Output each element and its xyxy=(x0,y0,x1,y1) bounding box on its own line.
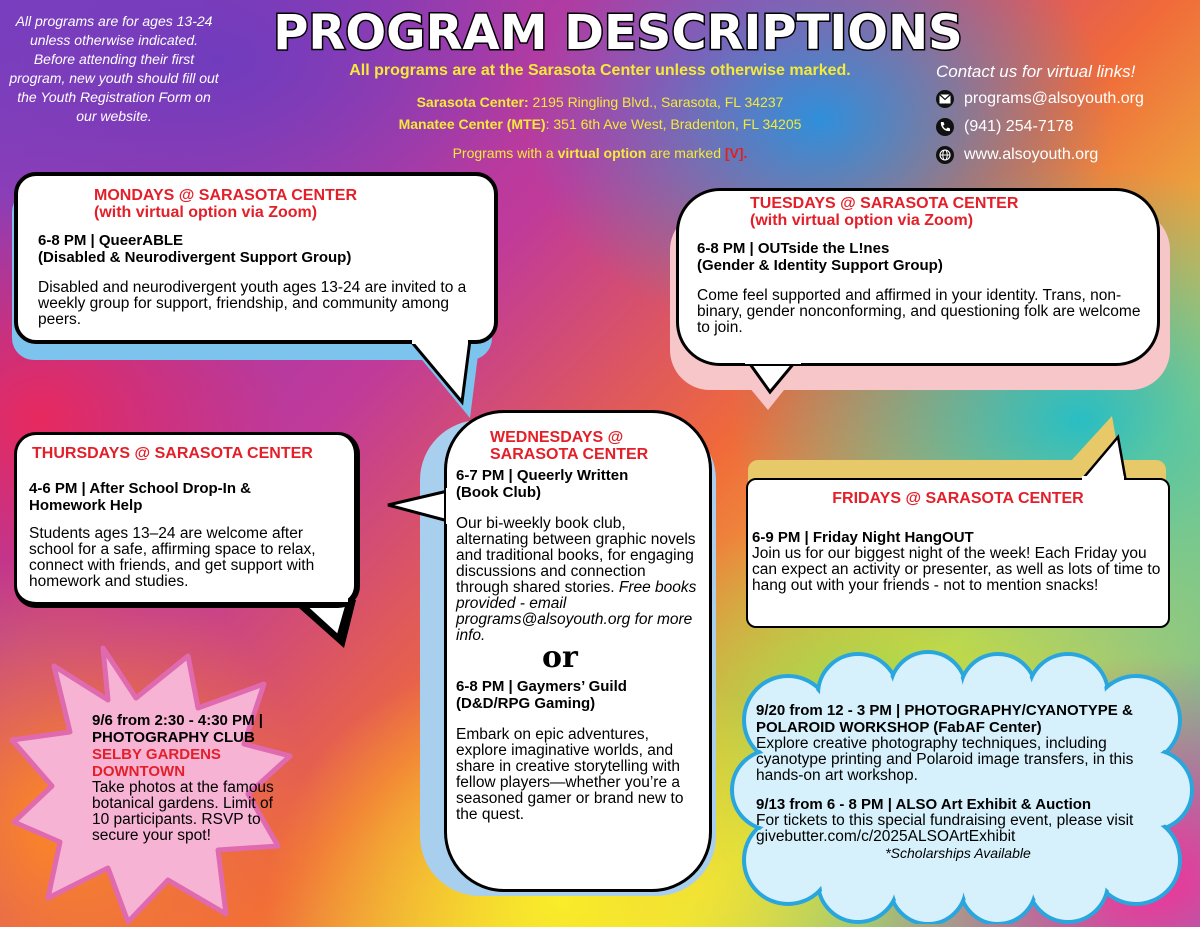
tuesday-content xyxy=(697,240,1147,336)
phone-text[interactable]: (941) 254-7178 xyxy=(964,118,1074,135)
wednesday-heading-line1: WEDNESDAYS @ xyxy=(490,429,624,446)
wednesday-heading xyxy=(490,429,690,463)
wednesday-body1: Our bi-weekly book club, alternating between graphic novels and traditional books, for engaging discussions and connection through shared stories. xyxy=(456,515,696,596)
event1-title: 9/20 from 12 - 3 PM | PHOTOGRAPHY/CYANOTYPE & POLAROID WORKSHOP (FabAF Center) xyxy=(756,702,1133,736)
friday-heading: FRIDAYS @ SARASOTA CENTER xyxy=(832,490,1084,507)
wednesday-or: or xyxy=(542,640,578,675)
wednesday-subtitle1: (Book Club) xyxy=(456,484,541,501)
tuesday-subtitle: (Gender & Identity Support Group) xyxy=(697,257,943,274)
contact-website[interactable] xyxy=(936,144,1190,166)
thursday-body: Students ages 13–24 are welcome after school for a safe, affirming space to relax, connect with friends, and get support with homework and studies. xyxy=(29,525,316,590)
monday-heading xyxy=(94,187,434,221)
locations-note: All programs are at the Sarasota Center unless otherwise marked. xyxy=(349,62,851,79)
thursday-heading: THURSDAYS @ SARASOTA CENTER xyxy=(32,445,313,462)
manatee-address-text: : 351 6th Ave West, Bradenton, FL 34205 xyxy=(545,116,802,132)
virtual-note xyxy=(270,145,930,161)
wednesday-heading-line2: SARASOTA CENTER xyxy=(490,446,649,463)
intro-note: All programs are for ages 13-24 unless otherwise indicated. Before attending their first program, new youth should fill out the Youth Registration Form on our website. xyxy=(9,13,219,124)
virtual-bold: virtual option xyxy=(557,145,647,161)
wednesday-time1: 6-7 PM | Queerly Written xyxy=(456,467,629,484)
photo-club-time-text: 9/6 from 2:30 - 4:30 PM | PHOTOGRAPHY CLUB xyxy=(92,712,263,746)
tuesday-heading xyxy=(750,195,1090,229)
friday-body: Join us for our biggest night of the week! Each Friday you can expect an activity or presenter, as well as lots of time to hang out with your friends - not to mention snacks! xyxy=(752,545,1161,594)
photo-club-body: Take photos at the famous botanical gardens. Limit of 10 participants. RSVP to secure your spot! xyxy=(92,779,274,844)
monday-content xyxy=(38,232,488,328)
contact-block xyxy=(928,62,1190,172)
website-text[interactable]: www.alsoyouth.org xyxy=(964,146,1099,163)
thursday-time: 4-6 PM | After School Drop-In & Homework Help xyxy=(29,480,251,514)
sarasota-label: Sarasota Center: xyxy=(416,94,529,110)
page-title: PROGRAM DESCRIPTIONS xyxy=(273,5,963,61)
tuesday-heading-line2: (with virtual option via Zoom) xyxy=(750,212,974,229)
virtual-end: . xyxy=(743,145,748,161)
envelope-icon xyxy=(936,90,954,108)
friday-tail-cover xyxy=(0,0,1,1)
monday-body: Disabled and neurodivergent youth ages 13-24 are invited to a weekly group for support, friendship, and community among peers. xyxy=(38,279,467,328)
contact-phone[interactable] xyxy=(936,116,1190,138)
wednesday-time2: 6-8 PM | Gaymers’ Guild xyxy=(456,678,627,695)
events-content xyxy=(756,702,1170,861)
virtual-prefix: Programs with a xyxy=(452,145,558,161)
wednesday-subtitle2: (D&D/RPG Gaming) xyxy=(456,695,596,712)
scholarships-note: *Scholarships Available xyxy=(885,845,1031,861)
friday-content xyxy=(752,529,1162,594)
wednesday-body2: Embark on epic adventures, explore imaginative worlds, and share in creative storytelling with fellow players—whether you’re a seasoned gamer or brand new to the quest. xyxy=(456,726,684,823)
contact-heading: Contact us for virtual links! xyxy=(936,62,1136,81)
event2-title: 9/13 from 6 - 8 PM | ALSO Art Exhibit & Auction xyxy=(756,796,1092,813)
manatee-address xyxy=(270,116,930,132)
monday-heading-line2: (with virtual option via Zoom) xyxy=(94,204,318,221)
contact-email[interactable] xyxy=(936,88,1190,110)
event2-body: For tickets to this special fundraising event, please visit givebutter.com/c/2025ALSOArtExhibit xyxy=(756,812,1134,845)
virtual-middle: are marked xyxy=(646,145,725,161)
monday-subtitle: (Disabled & Neurodivergent Support Group) xyxy=(38,249,352,266)
wednesday-body1-italic: Free books provided - email programs@alsoyouth.org for more info. xyxy=(456,579,697,644)
photo-club-content xyxy=(92,712,280,844)
virtual-tag: [V] xyxy=(724,145,744,161)
tuesday-body: Come feel supported and affirmed in your identity. Trans, non-binary, gender nonconforming, and questioning folk are welcome to join. xyxy=(697,287,1141,336)
photo-club-location: SELBY GARDENS DOWNTOWN xyxy=(92,746,221,780)
event1-body: Explore creative photography techniques, including cyanotype printing and Polaroid image transfers, in this hands-on art workshop. xyxy=(756,735,1134,784)
photo-club-time xyxy=(92,712,280,780)
monday-time: 6-8 PM | QueerABLE xyxy=(38,232,184,249)
phone-icon xyxy=(936,118,954,136)
email-text[interactable]: programs@alsoyouth.org xyxy=(964,90,1144,107)
globe-icon xyxy=(936,146,954,164)
tuesday-time: 6-8 PM | OUTside the L!nes xyxy=(697,240,890,257)
wednesday-content xyxy=(456,467,702,823)
thursday-content xyxy=(29,480,349,590)
wednesday-body1-wrap xyxy=(456,516,702,644)
tuesday-heading-line1: TUESDAYS @ SARASOTA CENTER xyxy=(750,195,1019,212)
sarasota-address xyxy=(270,94,930,110)
friday-time: 6-9 PM | Friday Night HangOUT xyxy=(752,529,974,546)
sarasota-address-text: 2195 Ringling Blvd., Sarasota, FL 34237 xyxy=(528,94,784,110)
monday-heading-line1: MONDAYS @ SARASOTA CENTER xyxy=(94,187,358,204)
manatee-label: Manatee Center (MTE) xyxy=(398,116,546,132)
